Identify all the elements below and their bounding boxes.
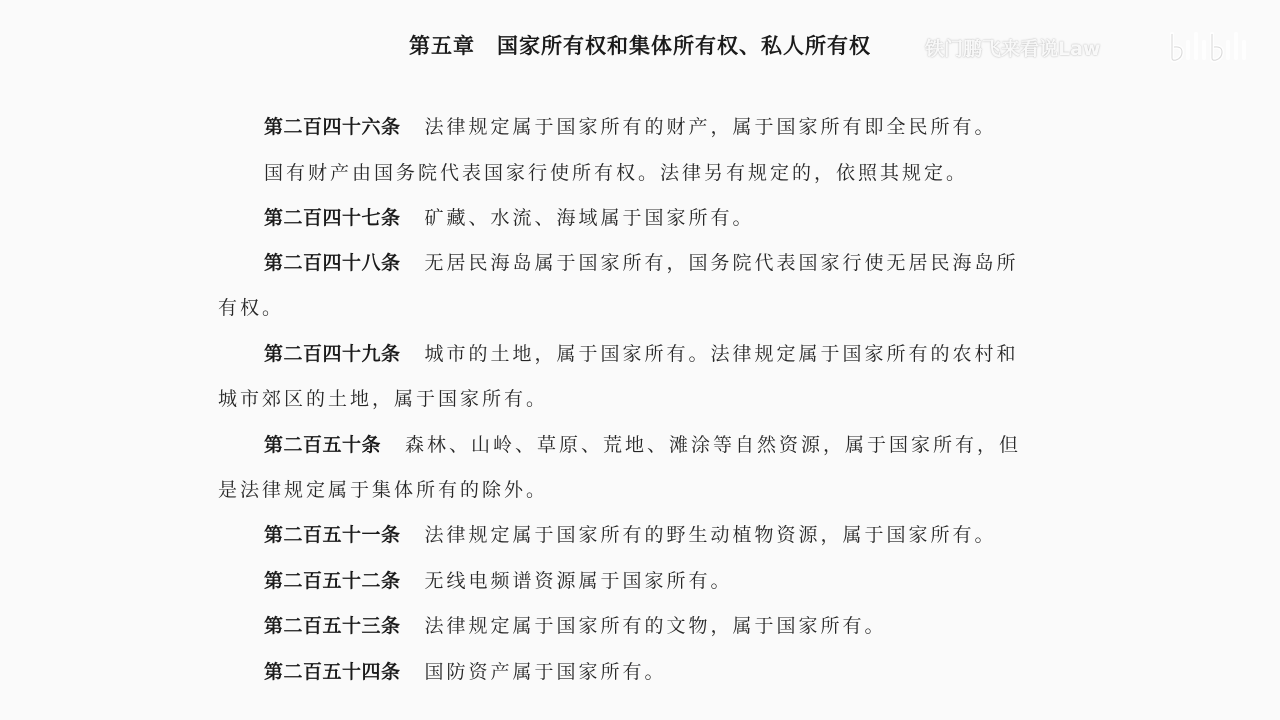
bilibili-logo-icon	[1166, 28, 1256, 64]
article-number: 第二百四十八条	[264, 252, 401, 274]
article-line	[264, 203, 755, 230]
article-text: 有权。	[218, 297, 285, 319]
article-text: 法律规定属于国家所有的野生动植物资源，属于国家所有。	[424, 524, 997, 546]
article-line	[218, 475, 548, 502]
article-line	[264, 657, 667, 684]
article-number: 第二百五十三条	[264, 615, 401, 637]
article-number: 第二百四十九条	[264, 343, 401, 365]
article-text: 是法律规定属于集体所有的除外。	[218, 479, 549, 501]
article-line	[264, 520, 997, 547]
article-number: 第二百五十四条	[264, 661, 401, 683]
article-line	[264, 112, 997, 139]
article-text: 矿藏、水流、海域属于国家所有。	[424, 207, 755, 229]
article-number: 第二百五十一条	[264, 524, 401, 546]
article-line	[264, 248, 1019, 275]
chapter-number: 第五章	[409, 34, 475, 58]
chapter-title: 国家所有权和集体所有权、私人所有权	[497, 34, 871, 58]
article-line	[218, 384, 548, 411]
article-number: 第二百五十二条	[264, 570, 401, 592]
article-number: 第二百四十六条	[264, 116, 401, 138]
article-text: 国防资产属于国家所有。	[424, 661, 667, 683]
article-text: 无线电频谱资源属于国家所有。	[424, 570, 733, 592]
article-text: 无居民海岛属于国家所有，国务院代表国家行使无居民海岛所	[424, 252, 1019, 274]
article-text: 城市郊区的土地，属于国家所有。	[218, 388, 549, 410]
uploader-watermark: 铁门鹏飞来看说Law	[925, 38, 1101, 60]
article-line	[264, 430, 1021, 457]
article-number: 第二百四十七条	[264, 207, 401, 229]
article-text: 法律规定属于国家所有的财产，属于国家所有即全民所有。	[424, 116, 997, 138]
article-line	[264, 158, 968, 185]
article-text: 国有财产由国务院代表国家行使所有权。法律另有规定的，依照其规定。	[264, 162, 969, 184]
article-line	[264, 339, 1019, 366]
article-text: 城市的土地，属于国家所有。法律规定属于国家所有的农村和	[424, 343, 1019, 365]
article-line	[264, 611, 887, 638]
article-text: 法律规定属于国家所有的文物，属于国家所有。	[424, 615, 887, 637]
article-number: 第二百五十条	[264, 434, 382, 456]
article-text: 森林、山岭、草原、荒地、滩涂等自然资源，属于国家所有，但	[405, 434, 1022, 456]
article-line	[218, 293, 284, 320]
article-line	[264, 566, 733, 593]
